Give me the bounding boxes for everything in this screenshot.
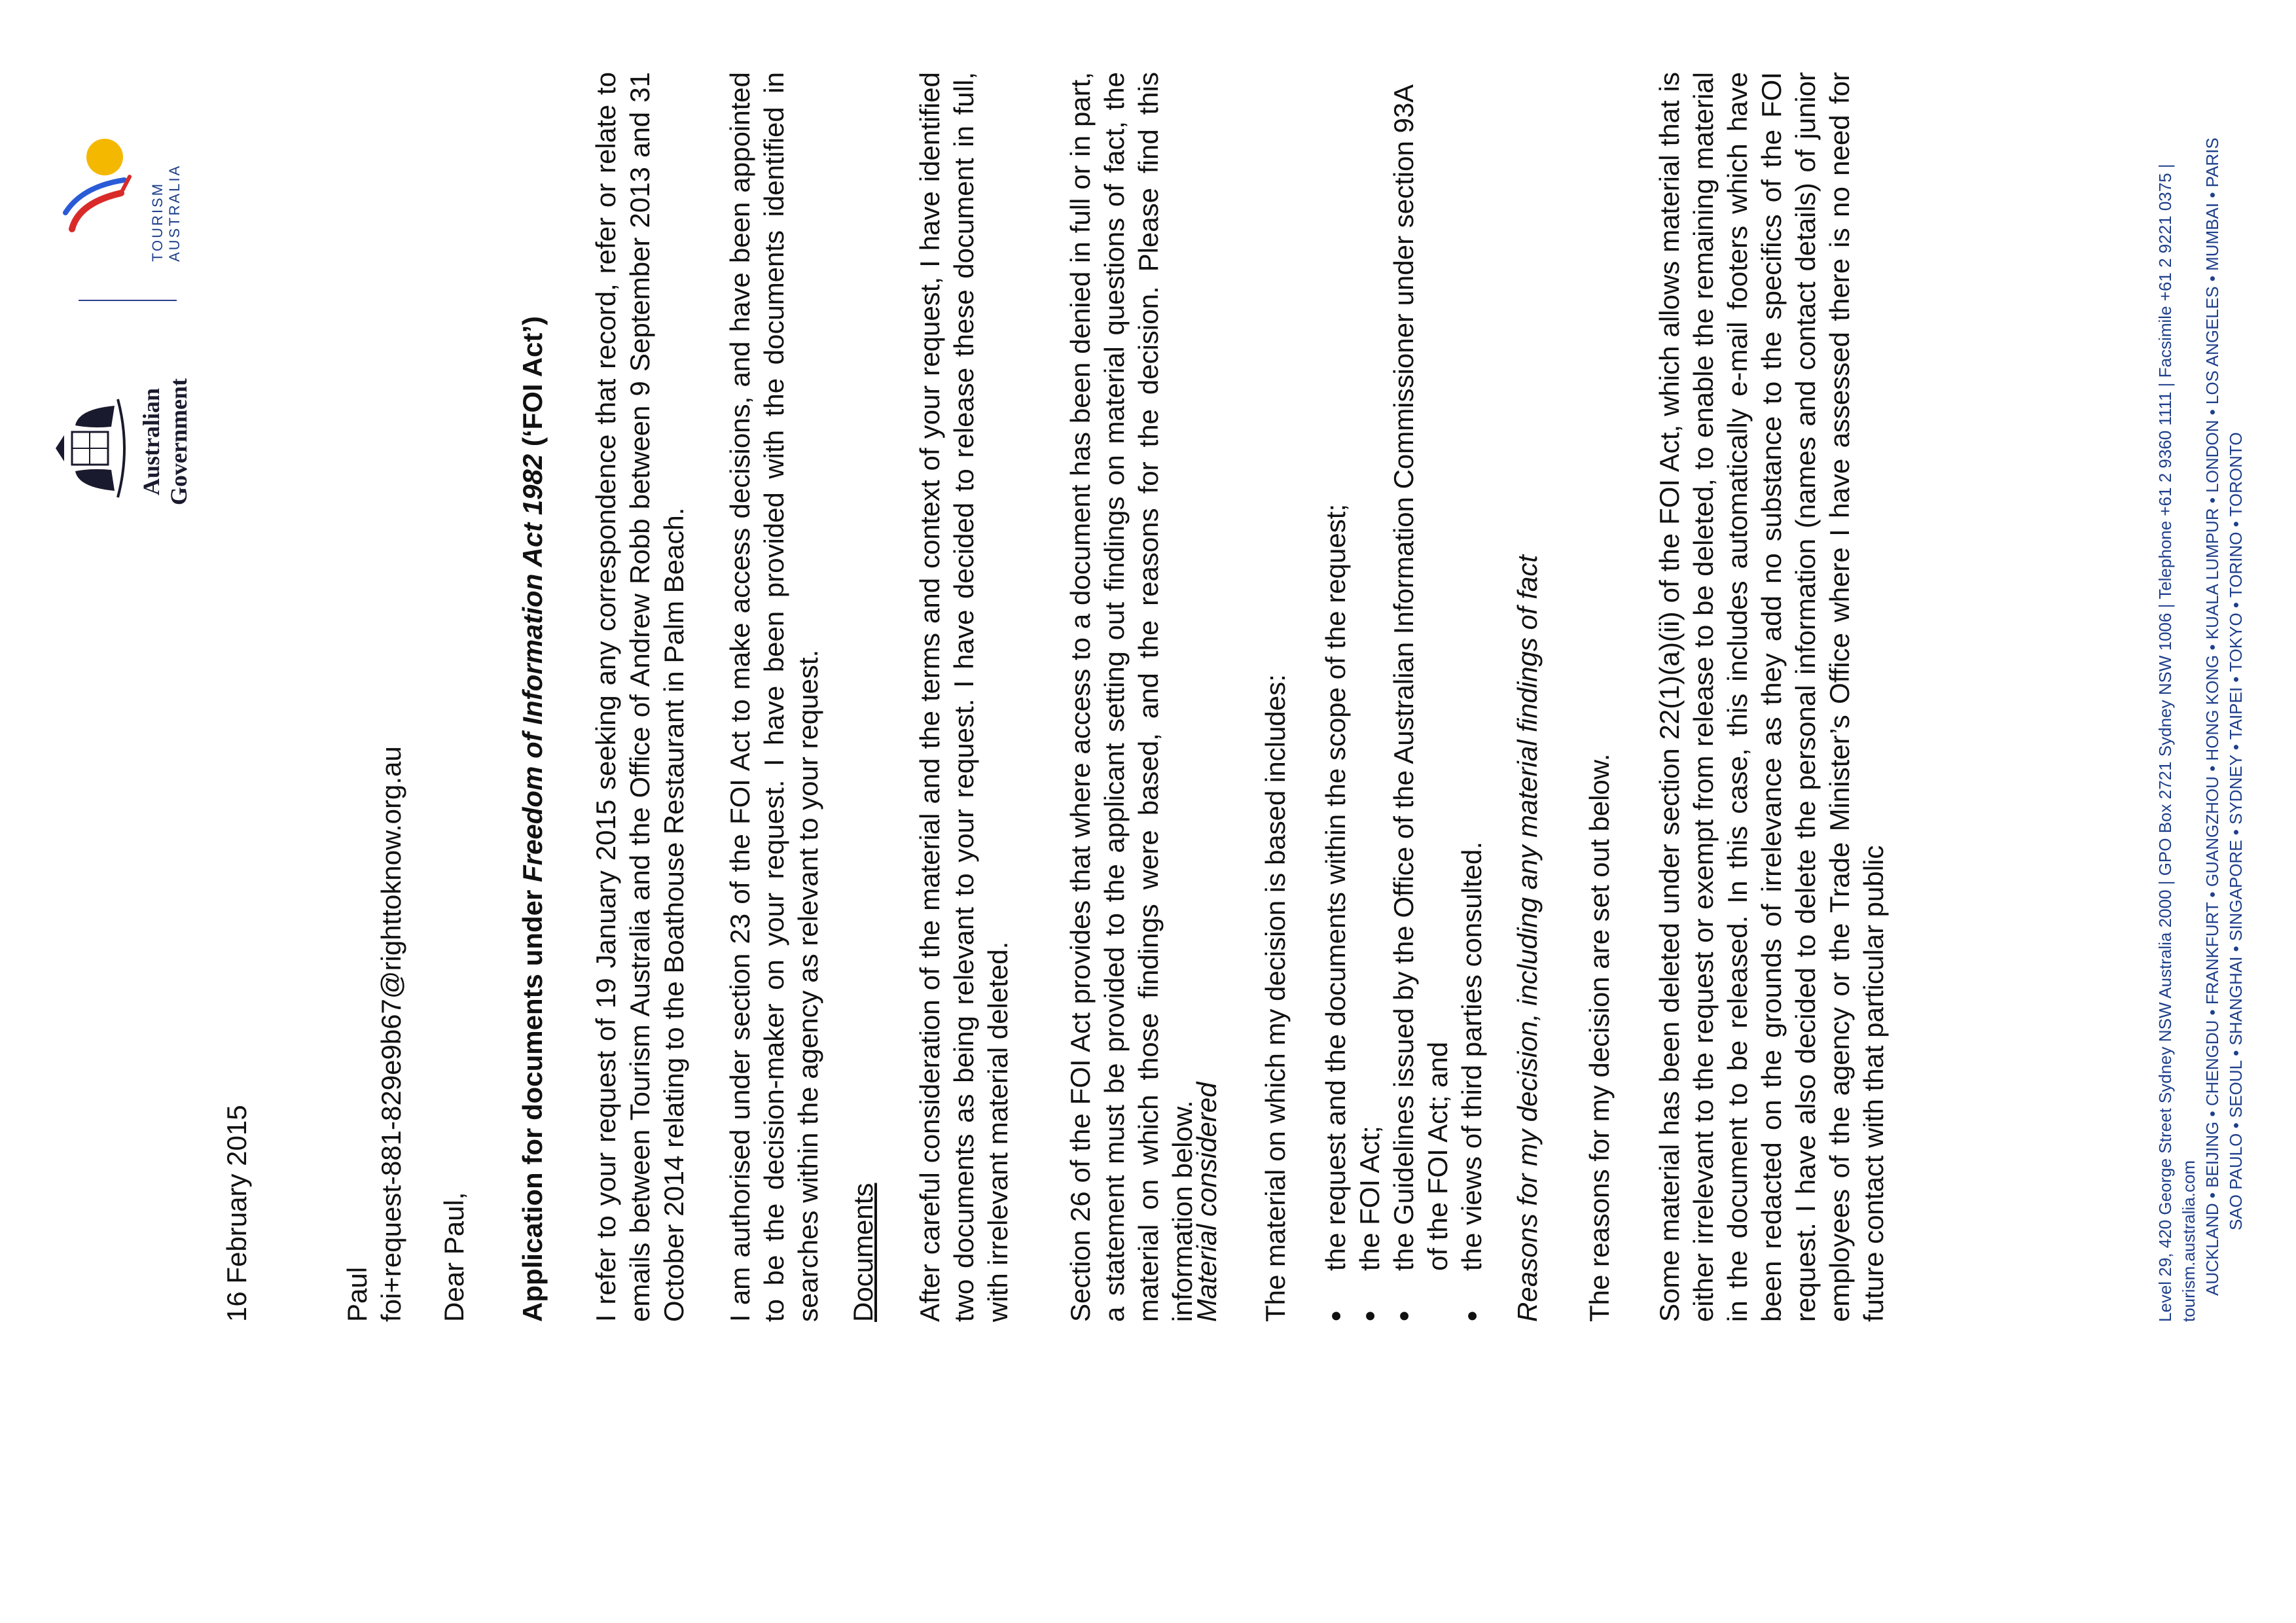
paragraph-deleted-material-text: Some material has been deleted under section 22(1)(a)(ii) of the FOI Act, which allows material that is either irrelevant to the request or exempt from release to be deleted, to enable the remaining material in the document to be released. In this case, this includes automatically e-mail footers which have been redacted on the grounds of irrelevance as they add no substance to the specifics of the FOI request. I have also decided to delete the personal information (names and contact details) of junior employees of the agency or the Trade Minister’s Office where I have assessed there is no need for future contact with that particular public <box>1654 72 1889 1322</box>
material-list <box>1319 72 1489 1322</box>
footer-cities-line1: AUCKLAND • BEIJING • CHENGDU • FRANKFURT • GUANGZHOU • HONG KONG • KUALA LUMPUR • LONDON • LOS ANGELES • MUMBAI • PARIS <box>2202 137 2222 1296</box>
list-item-text: the request and the documents within the scope of the request; <box>1320 503 1351 1271</box>
recipient-block <box>340 746 408 1322</box>
paragraph-section-26-text: Section 26 of the FOI Act provides that where access to a document has been denied in full or in part, a statement must be provided to the applicant setting out findings on material questions of fact, the material on which those findings were based, and the reasons for the decision. Please find this information below. <box>1065 72 1198 1322</box>
list-item-text: the Guidelines issued by the Office of the Australian Information Commissioner under section 93A of the FOI Act; and <box>1388 86 1453 1271</box>
footer-cities-line2: SAO PAULO • SEOUL • SHANGHAI • SINGAPORE • SYDNEY • TAIPEI • TOKYO • TORINO • TORONTO <box>2226 432 2246 1230</box>
heading-prefix: Application for documents under <box>517 882 548 1322</box>
list-item <box>1353 72 1387 1322</box>
bullet-icon: ● <box>1393 1310 1414 1322</box>
paragraph-documents-text: After careful consideration of the material and the terms and context of your request, I have identified two documents as being relevant to your request. I have decided to release these document in full, with irrelevant material deleted. <box>914 72 1013 1322</box>
letterhead-logos <box>52 39 192 550</box>
bullet-icon: ● <box>1359 1310 1380 1322</box>
tourism-label-line2: AUSTRALIA <box>166 164 183 262</box>
reasons-heading: Reasons for my decision, including any material findings of fact <box>1512 555 1543 1322</box>
paragraph-request <box>589 72 691 1322</box>
letter-heading <box>517 316 548 1322</box>
list-item <box>1455 72 1489 1322</box>
paragraph-authorised-text: I am authorised under section 23 of the FOI Act to make access decisions, and have been appointed to be the decision-maker on your request. I have been provided with the documents identified in searches within the agency as relevant to your request. <box>725 72 823 1322</box>
recipient-email: foi+request-881-829e9b67@righttoknow.org.au <box>376 746 406 1322</box>
salutation: Dear Paul, <box>439 1192 469 1322</box>
paragraph-deleted-material <box>1653 72 1891 1322</box>
documents-heading: Documents <box>848 1183 878 1322</box>
tourism-australia-label <box>149 111 183 262</box>
material-considered-heading: Material considered <box>1191 1082 1222 1322</box>
letter-footer <box>2153 13 2248 1322</box>
material-intro: The material on which my decision is based includes: <box>1260 674 1291 1322</box>
list-item <box>1387 72 1455 1322</box>
coat-of-arms-icon <box>52 386 131 510</box>
bullet-icon: ● <box>1325 1310 1346 1322</box>
tourism-australia-kangaroo-icon <box>59 131 137 242</box>
paragraph-request-text: I refer to your request of 19 January 2015 seeking any correspondence that record, refer or relate to emails between Tourism Australia and the Office of Andrew Robb between 9 September 2013 and 31 October 2014 relating to the Boathouse Restaurant in Palm Beach. <box>590 72 689 1322</box>
paragraph-documents <box>913 72 1015 1322</box>
footer-address: Level 29, 420 George Street Sydney NSW Australia 2000 | GPO Box 2721 Sydney NSW 1006 | Telephone +61 2 9360 1111 | Facsimile +61 2 9221 0375 | tourism.australia.com <box>2155 164 2198 1322</box>
paragraph-authorised <box>723 72 825 1322</box>
heading-act-name: Freedom of Information Act 1982 <box>517 454 548 882</box>
heading-suffix: (‘FOI Act’) <box>517 315 548 454</box>
recipient-name: Paul <box>342 1266 372 1322</box>
paragraph-section-26 <box>1064 72 1200 1322</box>
letter-date: 16 February 2015 <box>221 1105 252 1322</box>
list-item <box>1319 72 1353 1322</box>
list-item-text: the FOI Act; <box>1354 1126 1385 1271</box>
tourism-label-line1: TOURISM <box>149 181 166 262</box>
list-item-text: the views of third parties consulted. <box>1456 841 1487 1271</box>
australian-government-label: Australian Government <box>138 378 192 505</box>
reasons-intro: The reasons for my decision are set out below. <box>1584 753 1615 1322</box>
logo-divider <box>79 300 177 301</box>
bullet-icon: ● <box>1461 1310 1482 1322</box>
